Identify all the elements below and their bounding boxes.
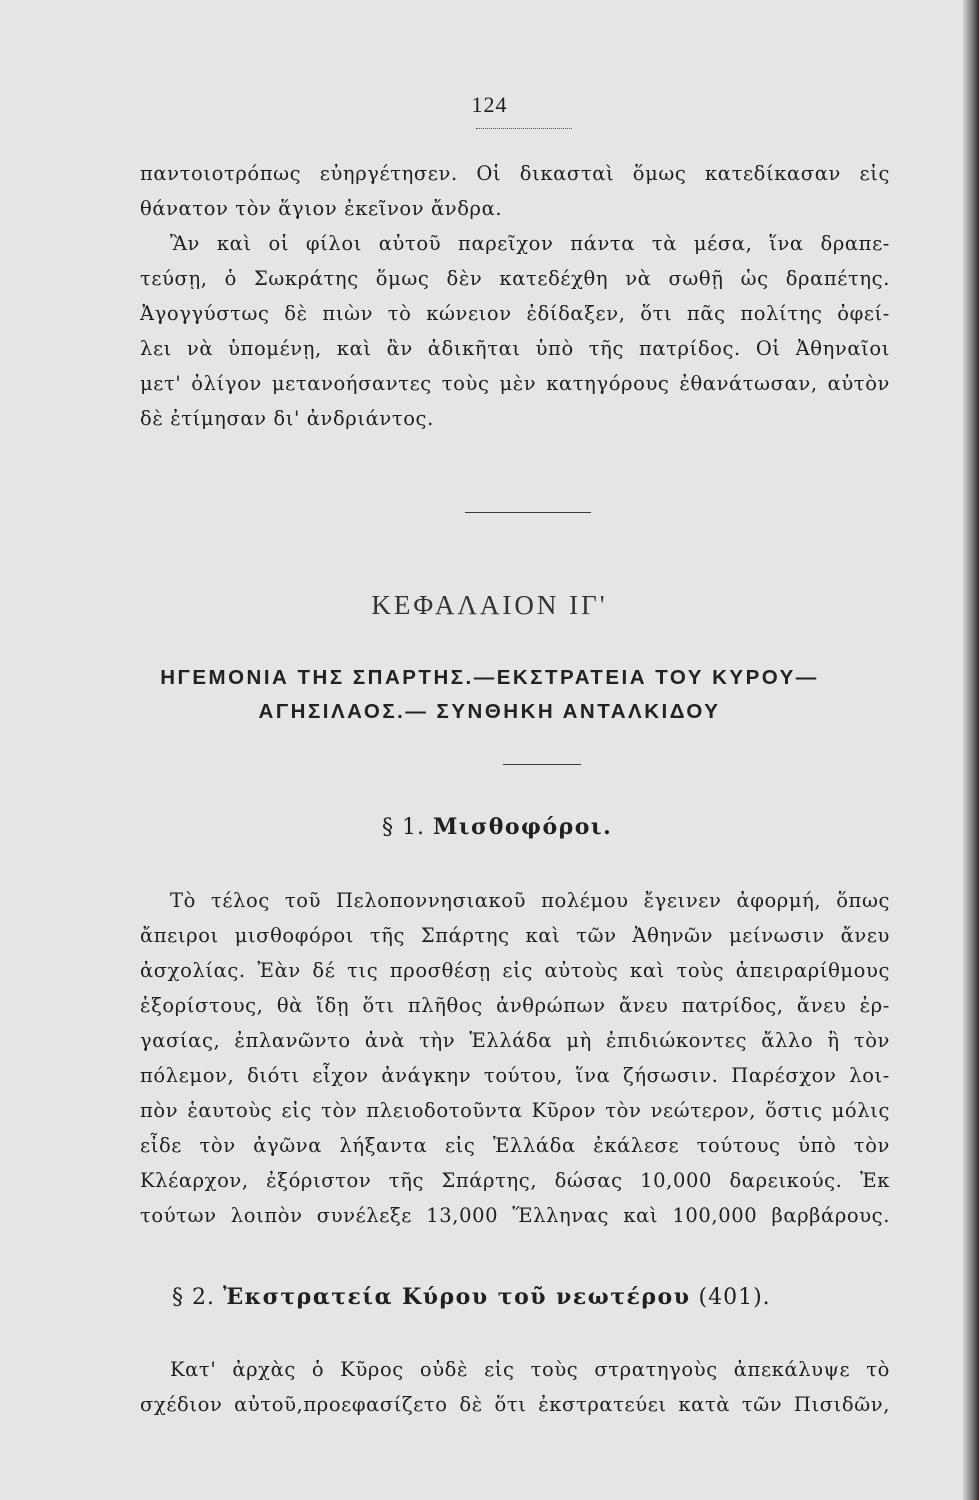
section-2-paragraph [140, 1352, 890, 1422]
text-line: τούτων λοιπὸν συνέλεξε 13,000 Ἕλληνας καὶ 100,000 βαρβάρους. [140, 1204, 890, 1227]
text-line: ἄπειροι μισθοφόροι τῆς Σπάρτης καὶ τῶν Ἀθηνῶν μείνωσιν ἄνευ [140, 924, 890, 947]
text-line: Ἀγογγύστως δὲ πιὼν τὸ κώνειον ἐδίδαξεν, ὅτι πᾶς πολίτης ὀφεί- [140, 302, 890, 325]
text-line: θάνατον τὸν ἅγιον ἐκεῖνον ἄνδρα. [140, 197, 503, 220]
text-line: πὸν ἑαυτοὺς εἰς τὸν πλειοδοτοῦντα Κῦρον τὸν νεώτερον, ὅστις μόλις [140, 1099, 890, 1122]
text-line: λει νὰ ὑπομένῃ, καὶ ἂν ἀδικῆται ὑπὸ τῆς πατρίδος. Οἱ Ἀθηναῖοι [140, 337, 890, 360]
section-divider-rule [465, 512, 591, 513]
page-number-underline [476, 128, 572, 129]
text-line: τεύσῃ, ὁ Σωκράτης ὅμως δὲν κατεδέχθη νὰ σωθῇ ὡς δραπέτης. [140, 267, 890, 290]
text-line: ἀσχολίας. Ἐὰν δέ τις προσθέσῃ εἰς αὐτοὺς καὶ τοὺς ἀπειραρίθμους [140, 959, 890, 982]
text-line: σχέδιον αὐτοῦ,προεφασίζετο δὲ ὅτι ἐκστρατεύει κατὰ τῶν Πισιδῶν, [140, 1393, 890, 1416]
chapter-subtitle-line2: ΑΓΗΣΙΛΑΟΣ.— ΣΥΝΘΗΚΗ ΑΝΤΑΛΚΙΔΟΥ [258, 700, 721, 723]
page-edge-shadow [963, 0, 979, 1500]
chapter-title: ΚΕΦΑΛΑΙΟΝ ΙΓ' [371, 590, 608, 620]
text-line: εἶδε τὸν ἀγῶνα λήξαντα εἰς Ἑλλάδα ἐκάλεσε τούτους ὑπὸ τὸν [140, 1134, 890, 1157]
text-line: γασίας, ἐπλανῶντο ἀνὰ τὴν Ἑλλάδα μὴ ἐπιδιώκοντες ἄλλο ἢ τὸν [140, 1029, 890, 1052]
text-line: Κλέαρχον, ἐξόριστον τῆς Σπάρτης, δώσας 10,000 δαρεικούς. Ἐκ [140, 1169, 890, 1192]
text-line: πόλεμον, διότι εἶχον ἀνάγκην τούτου, ἵνα ζήσωσιν. Παρέσχον λοι- [140, 1064, 890, 1087]
text-line: ἐξορίστους, θὰ ἴδῃ ὅτι πλῆθος ἀνθρώπων ἄνευ πατρίδος, ἄνευ ἐρ- [140, 994, 890, 1017]
section-2-heading [172, 1284, 771, 1310]
intro-paragraph [140, 156, 890, 436]
text-line: παντοιοτρόπως εὐηργέτησεν. Οἱ δικασταὶ ὅμως κατεδίκασαν εἰς [140, 162, 890, 185]
text-line: Ἂν καὶ οἱ φίλοι αὐτοῦ παρεῖχον πάντα τὰ μέσα, ἵνα δραπε- [170, 232, 890, 255]
page-number: 124 [471, 92, 508, 117]
text-line: Κατ' ἀρχὰς ὁ Κῦρος οὐδὲ εἰς τοὺς στρατηγοὺς ἀπεκάλυψε τὸ [170, 1358, 890, 1381]
section-year: (401). [698, 1285, 771, 1310]
chapter-subtitle-line1: ΗΓΕΜΟΝΙΑ ΤΗΣ ΣΠΑΡΤΗΣ.—ΕΚΣΤΡΑΤΕΙΑ ΤΟΥ ΚΥΡΟΥ— [160, 666, 819, 689]
chapter-divider-rule [503, 764, 581, 765]
section-1-paragraph [140, 883, 890, 1233]
section-title: Ἐκστρατεία Κύρου τοῦ νεωτέρου [222, 1284, 691, 1310]
section-title: Μισθοφόροι. [432, 814, 613, 840]
section-marker: § 2. [172, 1285, 215, 1310]
text-line: Τὸ τέλος τοῦ Πελοποννησιακοῦ πολέμου ἔγεινεν ἀφορμή, ὅπως [170, 889, 890, 912]
section-1-heading [382, 814, 612, 840]
text-line: μετ' ὀλίγον μετανοήσαντες τοὺς μὲν κατηγόρους ἐθανάτωσαν, αὐτὸν [140, 372, 890, 395]
section-marker: § 1. [382, 815, 425, 840]
text-line: δὲ ἐτίμησαν δι' ἀνδριάντος. [140, 407, 434, 430]
